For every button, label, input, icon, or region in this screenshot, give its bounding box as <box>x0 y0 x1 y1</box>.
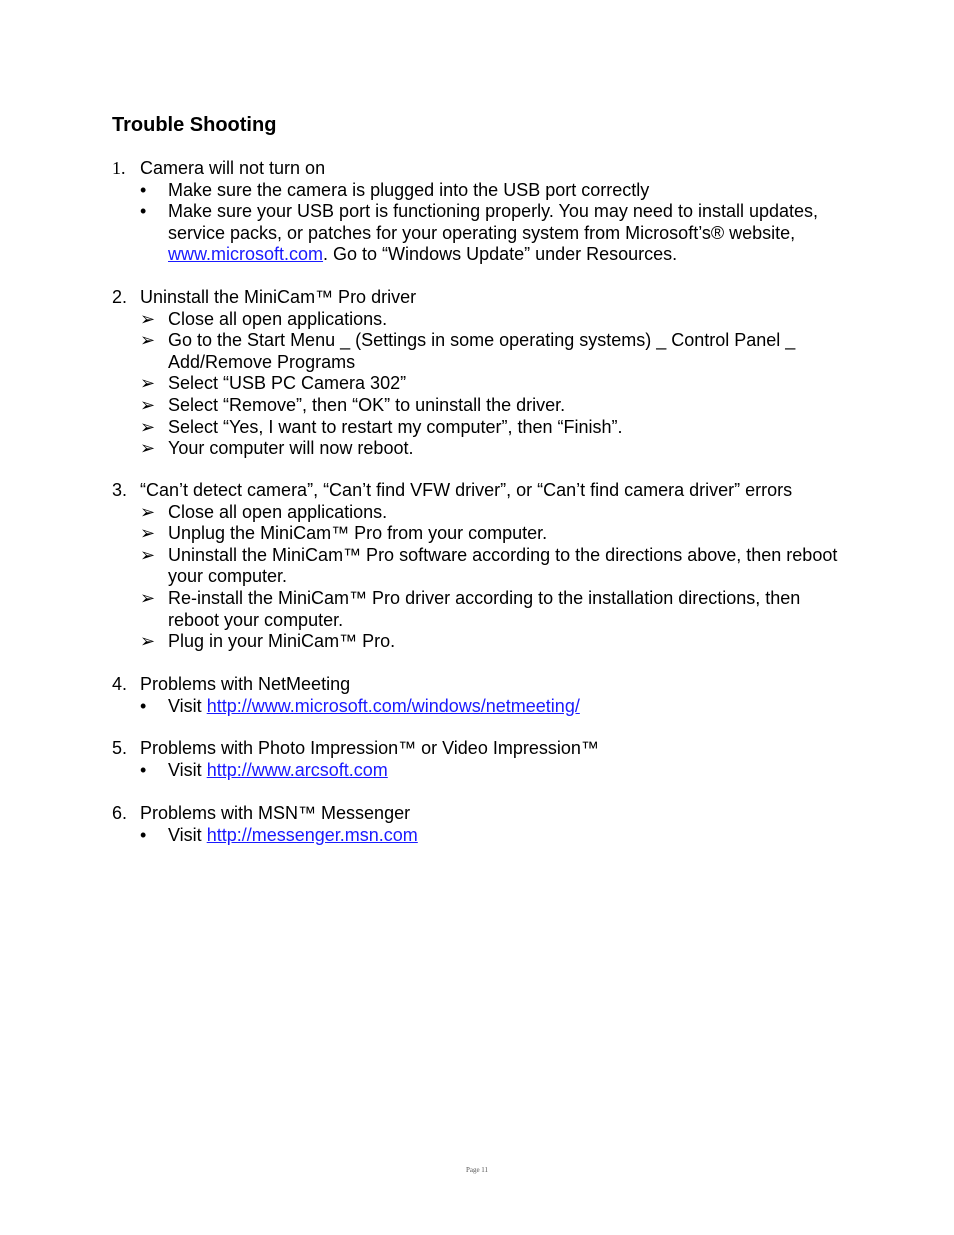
netmeeting-link[interactable]: http://www.microsoft.com/windows/netmeeting/ <box>206 695 580 716</box>
list-item <box>112 523 842 545</box>
section-msn-messenger <box>112 803 842 846</box>
section-heading <box>112 674 842 696</box>
section-photo-impression <box>112 738 842 781</box>
arrow-bullet-icon: ➢ <box>140 308 156 329</box>
arcsoft-link[interactable]: http://www.arcsoft.com <box>206 759 388 780</box>
list-item <box>112 631 842 653</box>
section-camera-not-turn-on <box>112 158 842 266</box>
section-number: 2. <box>112 287 128 307</box>
list-item <box>112 373 842 395</box>
list-item <box>112 330 842 373</box>
list-item <box>112 180 842 202</box>
arrow-bullet-icon: ➢ <box>140 416 156 437</box>
arrow-bullet-icon: ➢ <box>140 501 156 522</box>
list-item <box>112 417 842 439</box>
section-heading <box>112 480 842 502</box>
bullet-icon: • <box>140 759 147 780</box>
section-uninstall-driver <box>112 287 842 460</box>
page-title: Trouble Shooting <box>112 114 277 136</box>
item-text: Make sure your USB port is functioning properly. You may need to install updates, service packs, or patches for your operating system from Microsoft’s® website, <box>168 201 819 243</box>
arrow-bullet-icon: ➢ <box>140 330 156 351</box>
section-heading <box>112 803 842 825</box>
section-heading-text: Uninstall the MiniCam™ Pro driver <box>140 287 417 307</box>
list-item <box>112 696 842 718</box>
item-text: Select “Remove”, then “OK” to uninstall the driver. <box>168 394 566 415</box>
arrow-bullet-icon: ➢ <box>140 587 156 608</box>
bullet-icon: • <box>140 695 147 716</box>
section-heading-text: Problems with Photo Impression™ or Video Impression™ <box>140 738 599 758</box>
arrow-bullet-icon: ➢ <box>140 394 156 415</box>
list-item <box>112 502 842 524</box>
section-number: 3. <box>112 480 128 500</box>
item-text: Close all open applications. <box>168 501 388 522</box>
bullet-icon: • <box>140 824 147 845</box>
section-number: 6. <box>112 803 128 823</box>
item-text: Visit <box>168 824 207 845</box>
section-heading <box>112 158 842 180</box>
section-number: 4. <box>112 674 128 694</box>
section-number: 5. <box>112 738 128 758</box>
item-text: . Go to “Windows Update” under Resources. <box>323 244 678 265</box>
arrow-bullet-icon: ➢ <box>140 438 156 459</box>
msn-messenger-link[interactable]: http://messenger.msn.com <box>206 824 418 845</box>
page-footer: Page 11 <box>465 1166 489 1174</box>
item-text: Go to the Start Menu _ (Settings in some operating systems) _ Control Panel _ Add/Remove Programs <box>168 330 796 372</box>
list-item <box>112 395 842 417</box>
item-text: Plug in your MiniCam™ Pro. <box>168 631 396 652</box>
item-text: Select “Yes, I want to restart my computer”, then “Finish”. <box>168 416 623 437</box>
list-item <box>112 438 842 460</box>
microsoft-link[interactable]: www.microsoft.com <box>168 244 324 265</box>
list-item <box>112 545 842 588</box>
item-text: Visit <box>168 759 207 780</box>
section-detect-errors <box>112 480 842 653</box>
list-item <box>112 825 842 847</box>
arrow-bullet-icon: ➢ <box>140 544 156 565</box>
item-text: Visit <box>168 695 207 716</box>
section-heading-text: Problems with NetMeeting <box>140 674 351 694</box>
list-item <box>112 309 842 331</box>
item-text: Unplug the MiniCam™ Pro from your computer. <box>168 523 548 544</box>
bullet-icon: • <box>140 179 147 200</box>
list-item <box>112 760 842 782</box>
list-item <box>112 588 842 631</box>
arrow-bullet-icon: ➢ <box>140 523 156 544</box>
section-netmeeting <box>112 674 842 717</box>
item-text: Make sure the camera is plugged into the USB port correctly <box>168 179 650 200</box>
section-heading <box>112 287 842 309</box>
section-heading-text: Camera will not turn on <box>140 158 326 178</box>
item-text: Select “USB PC Camera 302” <box>168 373 407 394</box>
section-heading-text: Problems with MSN™ Messenger <box>140 803 411 823</box>
item-text: Your computer will now reboot. <box>168 438 414 459</box>
section-heading-text: “Can’t detect camera”, “Can’t find VFW driver”, or “Can’t find camera driver” errors <box>140 480 793 500</box>
section-heading <box>112 738 842 760</box>
arrow-bullet-icon: ➢ <box>140 373 156 394</box>
item-text: Close all open applications. <box>168 308 388 329</box>
bullet-icon: • <box>140 201 147 222</box>
item-text: Uninstall the MiniCam™ Pro software according to the directions above, then reboot your computer. <box>168 544 838 587</box>
list-item <box>112 201 842 266</box>
arrow-bullet-icon: ➢ <box>140 631 156 652</box>
section-number: 1. <box>112 158 126 178</box>
item-text: Re-install the MiniCam™ Pro driver according to the installation directions, then reboot your computer. <box>168 587 801 630</box>
